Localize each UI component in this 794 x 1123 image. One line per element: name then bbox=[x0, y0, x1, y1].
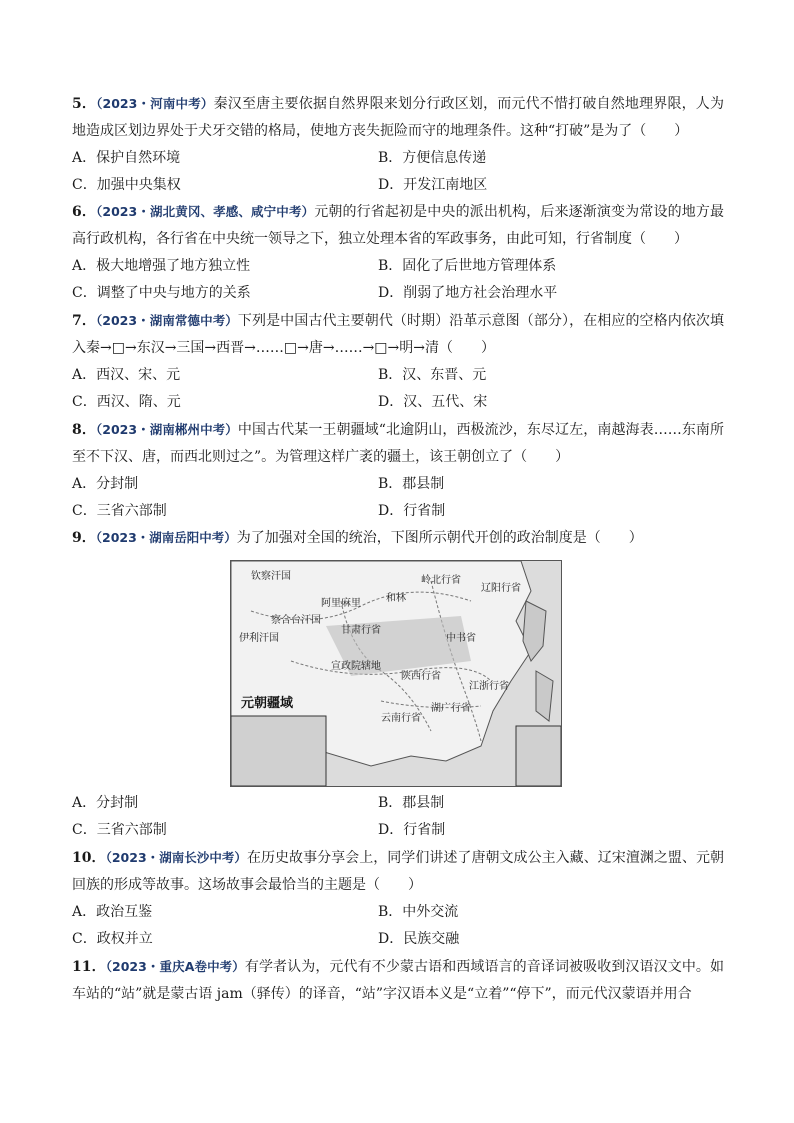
map-label: 宣政院辖地 bbox=[331, 661, 381, 672]
map-label: 云南行省 bbox=[381, 713, 421, 724]
question-number: 10． bbox=[72, 850, 106, 866]
inset-map-left bbox=[231, 716, 326, 786]
question-text: 在历史故事分享会上，同学们讲述了唐朝文成公主入藏、辽宋澶渊之盟、元朝回族的形成等故事。这场故事会最恰当的主题是（ ） bbox=[72, 850, 725, 893]
option-b[interactable]: B．汉、东晋、元 bbox=[378, 367, 487, 383]
option-a[interactable]: A．保护自然环境 bbox=[72, 150, 181, 166]
question-stem bbox=[72, 416, 724, 471]
option-a[interactable]: A．政治互鉴 bbox=[72, 904, 153, 920]
map-label: 辽阳行省 bbox=[481, 583, 521, 594]
map-label: 江浙行省 bbox=[469, 681, 509, 692]
question-source: （2023・重庆A卷中考） bbox=[105, 959, 245, 974]
map-label: 湖广行省 bbox=[431, 703, 471, 714]
question-7 bbox=[72, 307, 724, 416]
question-source: （2023・湖南常德中考） bbox=[95, 313, 238, 328]
map-label: 察合台汗国 bbox=[271, 615, 321, 626]
question-6 bbox=[72, 198, 724, 307]
options bbox=[72, 790, 724, 844]
question-number: 8． bbox=[72, 422, 96, 438]
question-stem bbox=[72, 844, 724, 899]
option-c[interactable]: C．加强中央集权 bbox=[72, 177, 181, 193]
option-c[interactable]: C．调整了中央与地方的关系 bbox=[72, 285, 251, 301]
option-d[interactable]: D．汉、五代、宋 bbox=[378, 394, 488, 410]
question-text: 元朝的行省起初是中央的派出机构，后来逐渐演变为常设的地方最高行政机构，各行省在中央统一领导之下，独立处理本省的军政事务，由此可知，行省制度（ ） bbox=[72, 204, 724, 247]
option-b[interactable]: B．方便信息传递 bbox=[378, 150, 487, 166]
question-number: 6． bbox=[72, 204, 97, 220]
question-stem bbox=[72, 90, 724, 145]
yuan-territory-map bbox=[230, 560, 562, 787]
question-text: 为了加强对全国的统治，下图所示朝代开创的政治制度是（ ） bbox=[236, 530, 643, 546]
option-a[interactable]: A．分封制 bbox=[72, 476, 139, 492]
question-number: 11． bbox=[72, 959, 106, 975]
option-b[interactable]: B．郡县制 bbox=[378, 476, 445, 492]
option-d[interactable]: D．削弱了地方社会治理水平 bbox=[378, 285, 558, 301]
option-d[interactable]: D．开发江南地区 bbox=[378, 177, 488, 193]
question-9 bbox=[72, 524, 724, 552]
question-source: （2023・湖南郴州中考） bbox=[95, 422, 238, 437]
question-text: 有学者认为，元代有不少蒙古语和西域语言的音译词被吸收到汉语汉文中。如车站的“站”就是蒙古语 jam（驿传）的译音，“站”字汉语本义是“立着”“停下”，而元代汉蒙语并用合 bbox=[72, 959, 725, 1002]
question-10 bbox=[72, 844, 724, 953]
question-source: （2023・河南中考） bbox=[96, 96, 214, 111]
options bbox=[72, 899, 724, 953]
question-11 bbox=[72, 953, 724, 1008]
question-number: 5． bbox=[72, 96, 97, 112]
question-text: 秦汉至唐主要依据自然界限来划分行政区划，而元代不惜打破自然地理界限，人为地造成区划边界处于犬牙交错的格局，使地方丧失扼险而守的地理条件。这种“打破”是为了（ ） bbox=[72, 96, 724, 139]
inset-map-right bbox=[516, 726, 561, 786]
question-source: （2023・湖北黄冈、孝感、咸宁中考） bbox=[96, 204, 315, 219]
option-a[interactable]: A．分封制 bbox=[72, 795, 139, 811]
options bbox=[72, 362, 724, 416]
map-label: 钦察汗国 bbox=[251, 571, 291, 582]
option-d[interactable]: D．民族交融 bbox=[378, 931, 460, 947]
question-8 bbox=[72, 416, 724, 525]
question-stem bbox=[72, 953, 724, 1008]
question-9-options bbox=[72, 790, 724, 844]
options bbox=[72, 471, 724, 525]
map-label: 伊利汗国 bbox=[239, 633, 279, 644]
options bbox=[72, 253, 724, 307]
option-d[interactable]: D．行省制 bbox=[378, 822, 446, 838]
question-text: 下列是中国古代主要朝代（时期）沿革示意图（部分），在相应的空格内依次填入秦→□→东汉→三国→西晋→……□→唐→……→□→明→清（ ） bbox=[72, 313, 725, 356]
map-label: 甘肃行省 bbox=[341, 625, 381, 636]
question-source: （2023・湖南岳阳中考） bbox=[95, 530, 237, 545]
map-label: 和林 bbox=[386, 593, 406, 604]
map-label: 中书省 bbox=[446, 633, 476, 644]
map-title: 元朝疆域 bbox=[241, 696, 294, 711]
option-a[interactable]: A．西汉、宋、元 bbox=[72, 367, 181, 383]
map-label: 阿里麻里 bbox=[321, 598, 361, 609]
question-number: 7． bbox=[72, 313, 96, 329]
question-text: 中国古代某一王朝疆域“北逾阴山，西极流沙，东尽辽左，南越海表……东南所至不下汉、唐，而西北则过之”。为管理这样广袤的疆土，该王朝创立了（ ） bbox=[72, 422, 724, 465]
question-source: （2023・湖南长沙中考） bbox=[105, 850, 247, 865]
option-a[interactable]: A．极大地增强了地方独立性 bbox=[72, 258, 251, 274]
option-b[interactable]: B．固化了后世地方管理体系 bbox=[378, 258, 557, 274]
question-5 bbox=[72, 90, 724, 199]
option-b[interactable]: B．中外交流 bbox=[378, 904, 459, 920]
option-c[interactable]: C．三省六部制 bbox=[72, 503, 167, 519]
option-d[interactable]: D．行省制 bbox=[378, 503, 446, 519]
option-c[interactable]: C．政权并立 bbox=[72, 931, 153, 947]
options bbox=[72, 145, 724, 199]
map-label: 陕西行省 bbox=[401, 671, 441, 682]
question-number: 9． bbox=[72, 530, 96, 546]
map-graphic bbox=[231, 561, 561, 786]
question-stem bbox=[72, 307, 724, 362]
option-c[interactable]: C．西汉、隋、元 bbox=[72, 394, 181, 410]
question-stem bbox=[72, 198, 724, 253]
option-c[interactable]: C．三省六部制 bbox=[72, 822, 167, 838]
question-stem bbox=[72, 524, 724, 552]
option-b[interactable]: B．郡县制 bbox=[378, 795, 445, 811]
map-label: 岭北行省 bbox=[421, 575, 461, 586]
